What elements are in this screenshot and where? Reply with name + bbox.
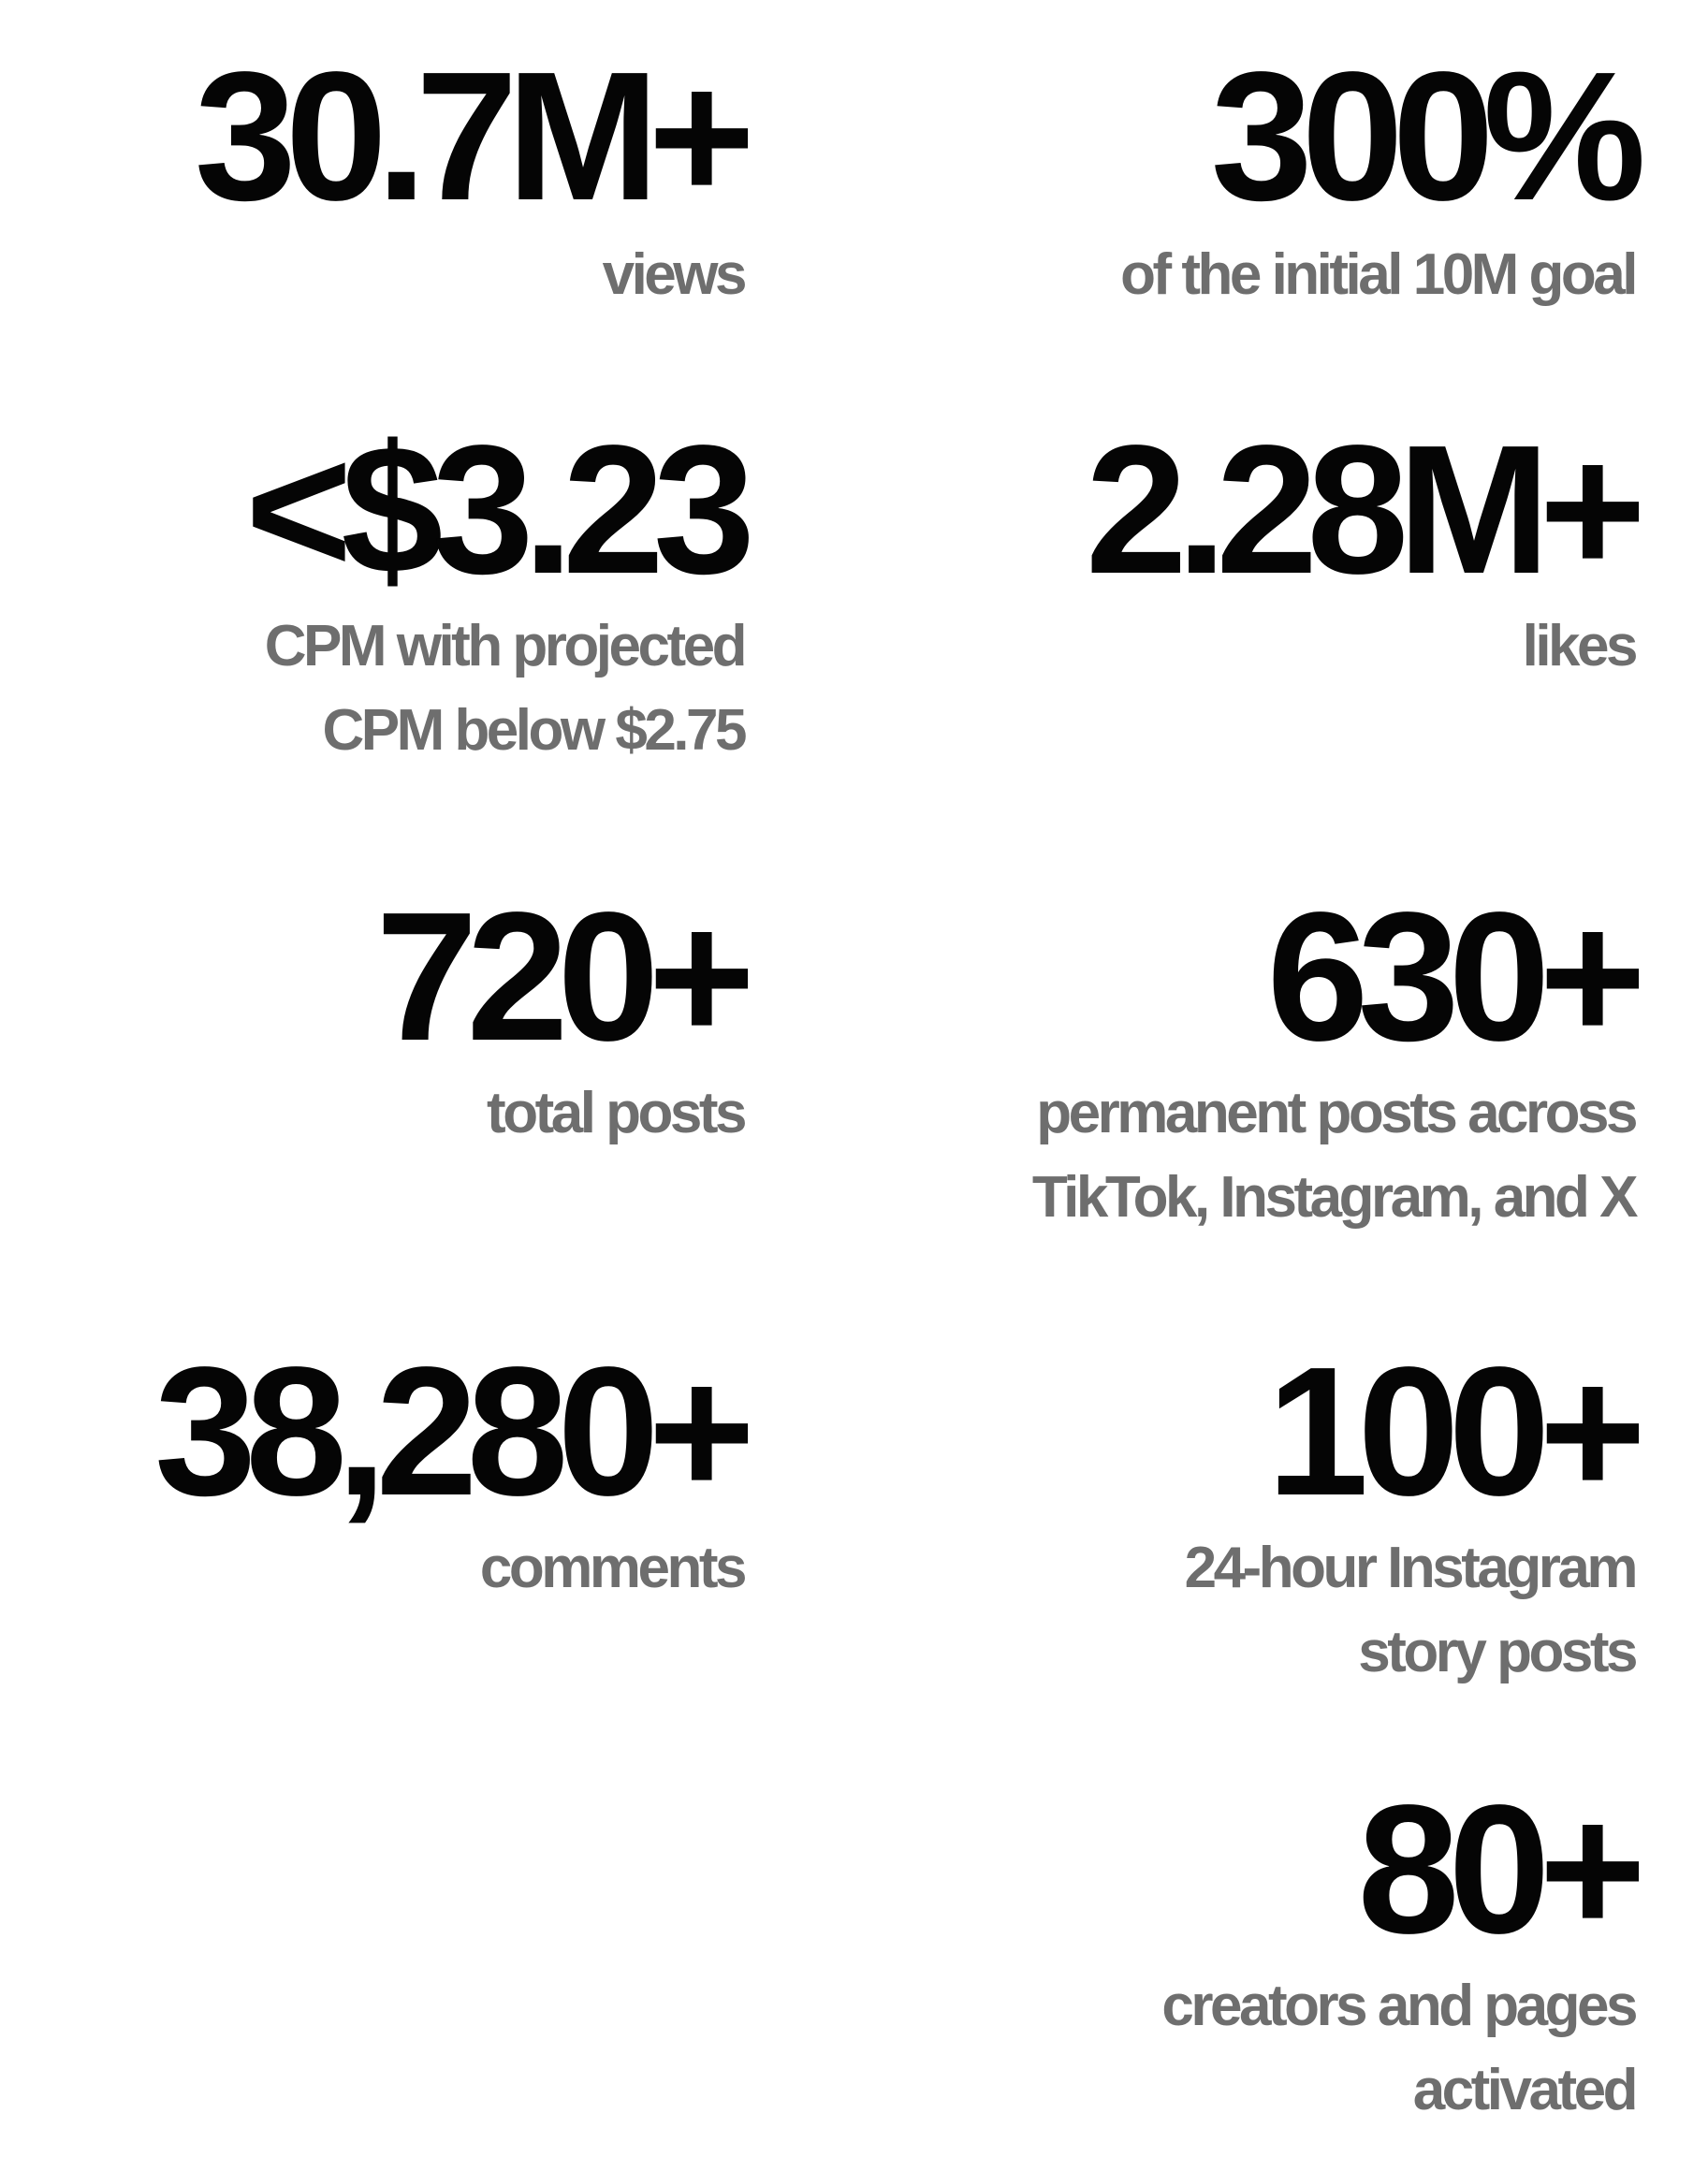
stat-caption: comments [479, 1536, 744, 1600]
stat-caption-line-2: CPM below $2.75 [322, 698, 744, 763]
stat-value: 30.7M+ [194, 34, 744, 239]
stat-value: 38,280+ [154, 1329, 744, 1534]
stat-value: 80+ [1357, 1767, 1635, 1972]
stat-caption-line-1: 24-hour Instagram [1184, 1536, 1635, 1600]
stat-comments [154, 1329, 744, 1608]
stat-caption-line-1: creators and pages [1161, 1974, 1635, 2038]
stat-views [194, 34, 744, 314]
stat-caption: views [602, 242, 744, 307]
stat-value: 100+ [1266, 1329, 1635, 1534]
stat-caption: likes [1522, 614, 1635, 678]
stat-caption-line-2: activated [1412, 2058, 1635, 2122]
stat-caption: total posts [487, 1081, 744, 1145]
stat-value: <$3.23 [245, 407, 744, 612]
stat-goal-percent [1120, 34, 1635, 314]
stat-permanent-posts [1031, 874, 1635, 1237]
stat-story-posts [1184, 1329, 1635, 1692]
stat-total-posts [375, 874, 744, 1153]
stat-caption-line-2: TikTok, Instagram, and X [1031, 1165, 1635, 1230]
stat-caption: of the initial 10M goal [1120, 242, 1635, 307]
stat-value: 720+ [375, 874, 744, 1079]
stat-caption-line-1: permanent posts across [1036, 1081, 1635, 1145]
stat-value: 630+ [1266, 874, 1635, 1079]
stat-caption-line-2: story posts [1358, 1620, 1635, 1684]
stat-value: 300% [1210, 34, 1635, 239]
stat-value: 2.28M+ [1085, 407, 1635, 612]
stat-creators [1161, 1767, 1635, 2130]
stat-likes [1085, 407, 1635, 686]
stat-cpm [245, 407, 744, 770]
stat-caption-line-1: CPM with projected [264, 614, 744, 678]
